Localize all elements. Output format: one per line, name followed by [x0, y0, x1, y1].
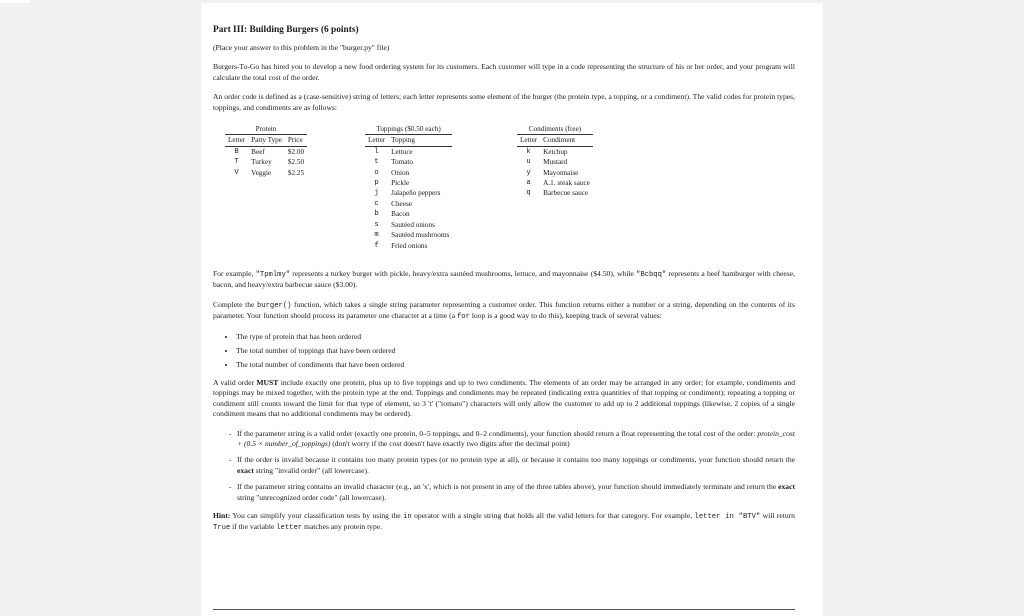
table-cell: Cheese: [391, 199, 412, 208]
rule-valid-order: - If the parameter string is a valid order (exactly one protein, 0–5 toppings, and 0–2 condiments), your function should return a float representing the total cost of the order: protein_cost + (0.5 × number_of_toppings) (don't worry if the cost doesn't have exactly two digits after the decimal point): [237, 429, 795, 450]
table-cell: Ketchup: [543, 147, 568, 156]
letter-code: p: [374, 179, 379, 188]
letter-code: a: [526, 179, 531, 188]
table-row: [365, 178, 452, 188]
table-row: [517, 188, 593, 198]
bottom-divider: [213, 609, 795, 610]
table-cell: $2.50: [287, 158, 305, 167]
table-row: [517, 178, 593, 188]
column-header: Letter: [225, 135, 248, 146]
list-item: • The total number of toppings that have been ordered: [236, 346, 795, 356]
table-cell: Sautéed mushrooms: [391, 231, 450, 240]
table-row: [225, 168, 307, 178]
table-row: [365, 209, 452, 219]
rules-list: [213, 429, 795, 503]
table-cell: Barbecue sauce: [543, 189, 589, 198]
table-cell: $2.00: [287, 147, 305, 156]
table-row: [365, 146, 452, 157]
table-row: [365, 199, 452, 209]
table-cell: Mustard: [543, 158, 568, 167]
letter-code: B: [234, 147, 239, 156]
letter-code: T: [234, 158, 239, 167]
table-cell: Veggie: [251, 168, 272, 177]
top-bar: [0, 0, 30, 3]
letter-code: j: [374, 189, 379, 198]
definition-paragraph: An order code is defined as a (case-sensitive) string of letters; each letter represents some element of the burger (the protein type, a topping, or a condiment). The valid codes for protein types, toppings, and condiments are as follows:: [213, 92, 795, 112]
column-header: Letter: [517, 135, 540, 146]
document-page: [201, 3, 823, 616]
column-header: Topping: [388, 135, 452, 146]
example-paragraph: For example, "Tpmlmy" represents a turkey burger with pickle, heavy/extra sautéed mushrooms, lettuce, and mayonnaise ($4.50), while "Bcbqq" represents a beef hamburger with cheese, bacon, and heavy/extra barbecue sauce ($3.00).: [213, 269, 795, 290]
condiments-table: [517, 124, 593, 199]
letter-code: o: [374, 168, 379, 177]
table-group-header: Protein: [225, 124, 307, 135]
table-row: [365, 241, 452, 251]
intro-paragraph: Burgers-To-Go has hired you to develop a new food ordering system for its customers. Each customer will type in a code representing the structure of his or her order, and your program will calculate the total cost of the order.: [213, 62, 795, 82]
table-cell: Turkey: [251, 158, 272, 167]
table-row: [225, 146, 307, 157]
table-cell: Lettuce: [391, 147, 413, 156]
protein-table: [225, 124, 307, 178]
letter-code: y: [526, 168, 531, 177]
letter-code: k: [526, 147, 531, 156]
hint-paragraph: Hint: You can simplify your classification tests by using the in operator with a single string that holds all the valid letters for that category. For example, letter in "BTV" will return True if the variable letter matches any protein type.: [213, 510, 795, 533]
table-cell: Sautéed onions: [391, 220, 435, 229]
table-cell: Tomato: [391, 158, 414, 167]
table-row: [225, 157, 307, 167]
valid-order-paragraph: A valid order MUST include exactly one protein, plus up to five toppings and up to two condiments. The elements of an order may be arranged in any order; for example, condiments and toppings may be mixed together, with the protein type at the end. Toppings and condiments may be repeated (indicating extra quantities of that topping or condiment); repeating a topping or condiment still counts toward the limit for that type of element, so 3 't' ("tomato") characters will only allow the customer to add up to 2 additional toppings (likewise, 2 copies of a single condiment means that no additional condiments may be ordered).: [213, 377, 796, 419]
instruction-text: (Place your answer to this problem in the "burger.py" file): [213, 43, 390, 52]
letter-code: l: [374, 147, 379, 156]
table-row: [517, 168, 593, 178]
rule-unrecognized-code: - If the parameter string contains an invalid character (e.g., an 'x', which is not present in any of the three tables above), your function should immediately terminate and return the exact string "unrecognized order code" (all lowercase).: [237, 482, 795, 503]
letter-code: m: [374, 231, 379, 240]
list-item: • The type of protein that has been ordered: [236, 332, 795, 342]
column-header: Condiment: [540, 135, 593, 146]
table-cell: Onion: [391, 168, 410, 177]
letter-code: V: [234, 168, 239, 177]
toppings-table: [365, 124, 452, 251]
table-cell: Beef: [251, 147, 265, 156]
document-body: [213, 25, 795, 543]
list-item: • The total number of condiments that have been ordered: [236, 360, 795, 370]
letter-code: u: [526, 158, 531, 167]
tracked-values-list: [213, 332, 795, 371]
rule-invalid-order: - If the order is invalid because it contains too many protein types (or no protein type at all), or because it contains too many toppings or condiments, your function should return the exact string "invalid order" (all lowercase).: [237, 455, 795, 476]
column-header: Letter: [365, 135, 388, 146]
table-group-header: Toppings ($0.50 each): [365, 124, 452, 135]
letter-code: t: [374, 158, 379, 167]
complete-paragraph: Complete the burger() function, which takes a single string parameter representing a customer order. This function returns either a number or a string, depending on the contents of its parameter. Your function should process its parameter one character at a time (a for loop is a good way to do this), keeping track of several values:: [213, 299, 795, 322]
table-row: [365, 157, 452, 167]
table-cell: Mayonnaise: [543, 168, 579, 177]
table-cell: Fried onions: [391, 241, 428, 250]
table-row: [517, 146, 593, 157]
letter-code: b: [374, 210, 379, 219]
table-row: [365, 188, 452, 198]
section-title: Part III: Building Burgers (6 points): [213, 25, 359, 35]
letter-code: s: [374, 220, 379, 229]
table-cell: Jalapeño peppers: [391, 189, 441, 198]
letter-code: c: [374, 199, 379, 208]
column-header: Patty Type: [248, 135, 285, 146]
table-row: [365, 230, 452, 240]
table-row: [517, 157, 593, 167]
table-cell: Pickle: [391, 179, 410, 188]
code-tables: [213, 122, 795, 253]
letter-code: f: [374, 241, 379, 250]
column-header: Price: [285, 135, 307, 146]
table-row: [365, 220, 452, 230]
table-cell: $2.25: [287, 168, 305, 177]
table-group-header: Condiments (free): [517, 124, 593, 135]
letter-code: q: [526, 189, 531, 198]
table-row: [365, 168, 452, 178]
table-cell: Bacon: [391, 210, 410, 219]
table-cell: A.1. steak sauce: [543, 179, 590, 188]
